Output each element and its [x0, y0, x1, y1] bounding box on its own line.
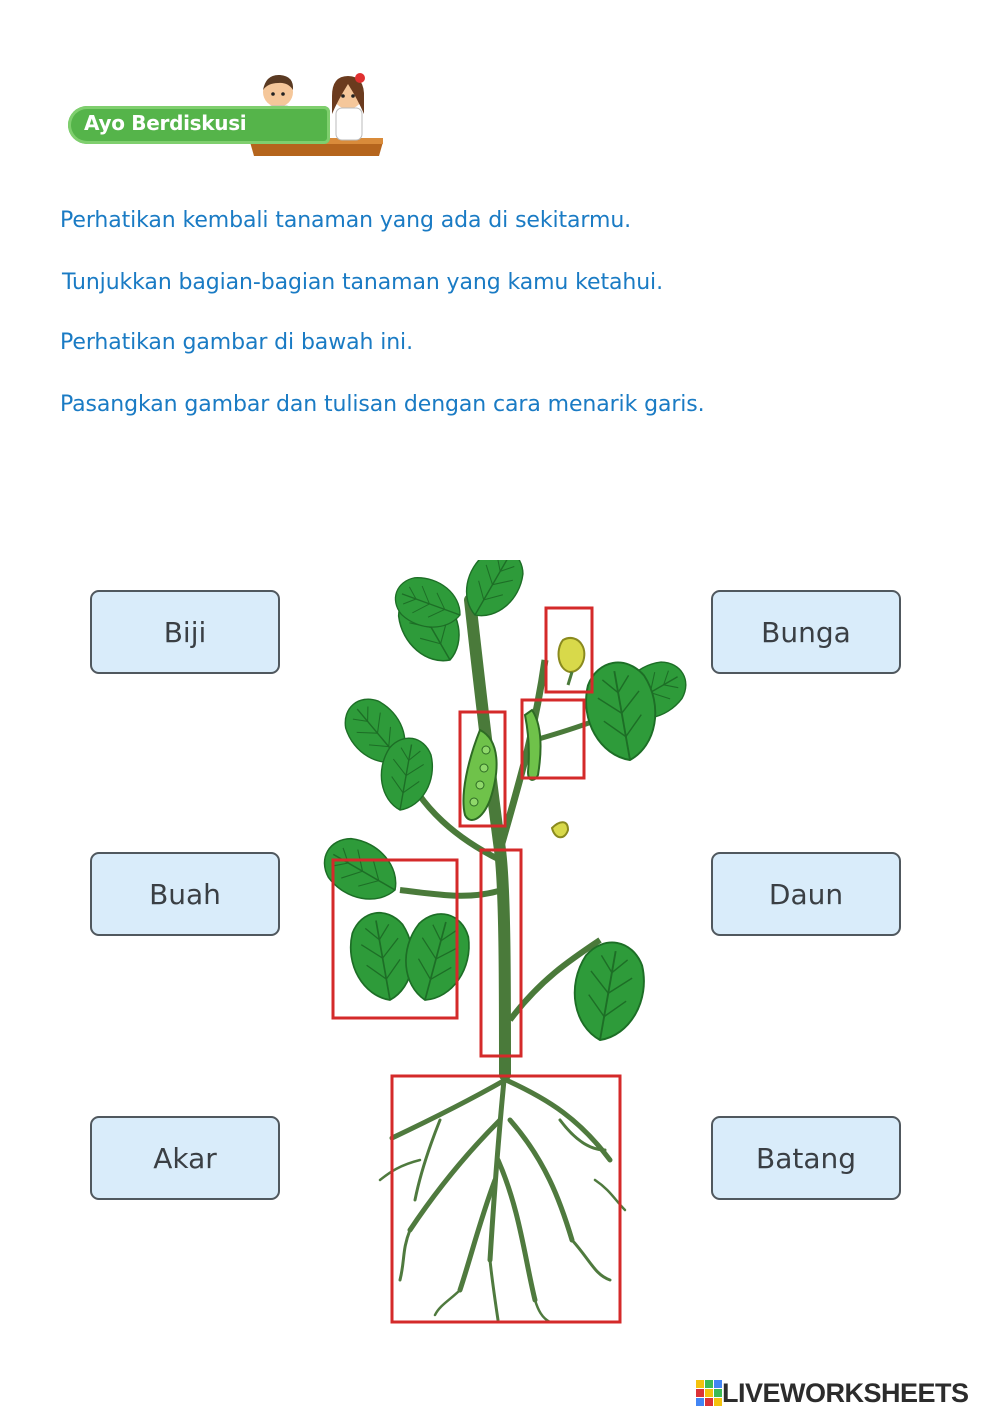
liveworksheets-logo-icon	[696, 1380, 722, 1406]
badge-bar	[68, 106, 330, 144]
ayo-berdiskusi-badge	[68, 70, 383, 162]
label-biji[interactable]: Biji	[90, 590, 280, 674]
label-buah[interactable]: Buah	[90, 852, 280, 936]
instruction-2: Tunjukkan bagian-bagian tanaman yang kamu ketahui.	[62, 270, 663, 295]
label-akar[interactable]: Akar	[90, 1116, 280, 1200]
label-bunga[interactable]: Bunga	[711, 590, 901, 674]
stem	[470, 600, 505, 1075]
badge-label: Ayo Berdiskusi	[84, 111, 247, 135]
instruction-3: Perhatikan gambar di bawah ini.	[60, 330, 413, 355]
instruction-4: Pasangkan gambar dan tulisan dengan cara menarik garis.	[60, 392, 705, 417]
label-daun[interactable]: Daun	[711, 852, 901, 936]
flower-icon	[559, 638, 585, 685]
instruction-1: Perhatikan kembali tanaman yang ada di sekitarmu.	[60, 208, 632, 233]
plant-diagram	[310, 560, 720, 1340]
liveworksheets-brand: LIVEWORKSHEETS	[722, 1377, 969, 1408]
roots	[380, 1070, 625, 1322]
liveworksheets-footer	[696, 1378, 969, 1408]
label-batang[interactable]: Batang	[711, 1116, 901, 1200]
